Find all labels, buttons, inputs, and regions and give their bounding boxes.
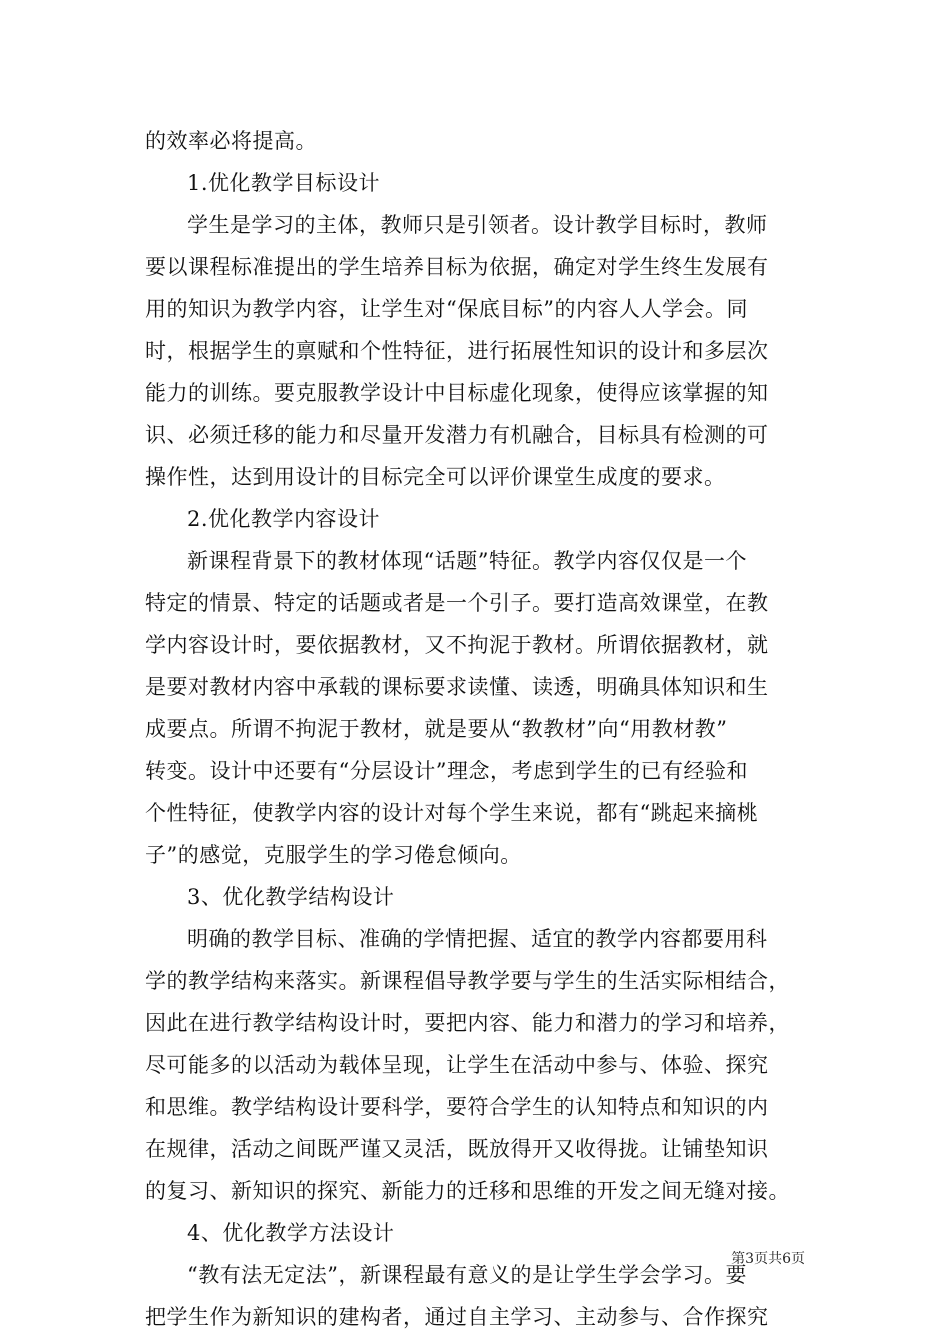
paragraph-line: 子”的感觉，克服学生的学习倦怠倾向。 [145, 843, 522, 867]
paragraph-line: 尽可能多的以活动为载体呈现，让学生在活动中参与、体验、探究 [145, 1053, 769, 1077]
paragraph-line: 的复习、新知识的探究、新能力的迁移和思维的开发之间无缝对接。 [145, 1179, 790, 1203]
paragraph-line: 时，根据学生的禀赋和个性特征，进行拓展性知识的设计和多层次 [145, 339, 769, 363]
paragraph-line: 因此在进行教学结构设计时，要把内容、能力和潜力的学习和培养， [145, 1011, 790, 1035]
paragraph-line: 明确的教学目标、准确的学情把握、适宜的教学内容都要用科 [187, 927, 768, 951]
paragraph-line: 转变。设计中还要有“分层设计”理念，考虑到学生的已有经验和 [145, 759, 748, 783]
paragraph-line: 学的教学结构来落实。新课程倡导教学要与学生的生活实际相结合， [145, 969, 790, 993]
document-body [145, 120, 815, 1338]
paragraph-line: “教有法无定法”，新课程最有意义的是让学生学会学习。要 [187, 1263, 747, 1287]
section-heading-2: 2.优化教学内容设计 [187, 507, 381, 531]
paragraph-line: 特定的情景、特定的话题或者是一个引子。要打造高效课堂，在教 [145, 591, 769, 615]
paragraph-line: 新课程背景下的教材体现“话题”特征。教学内容仅仅是一个 [187, 549, 747, 573]
paragraph-line: 的效率必将提高。 [145, 129, 317, 153]
paragraph-line: 学内容设计时，要依据教材，又不拘泥于教材。所谓依据教材，就 [145, 633, 769, 657]
paragraph-line: 把学生作为新知识的建构者，通过自主学习、主动参与、合作探究 [145, 1305, 769, 1329]
paragraph-line: 个性特征，使教学内容的设计对每个学生来说，都有“跳起来摘桃 [145, 801, 759, 825]
paragraph-line: 操作性，达到用设计的目标完全可以评价课堂生成度的要求。 [145, 465, 726, 489]
section-heading-1: 1.优化教学目标设计 [187, 171, 381, 195]
paragraph-line: 用的知识为教学内容，让学生对“保底目标”的内容人人学会。同 [145, 297, 748, 321]
paragraph-line: 学生是学习的主体，教师只是引领者。设计教学目标时，教师 [187, 213, 768, 237]
paragraph-line: 和思维。教学结构设计要科学，要符合学生的认知特点和知识的内 [145, 1095, 769, 1119]
paragraph-line: 成要点。所谓不拘泥于教材，就是要从“教教材”向“用教材教” [145, 717, 728, 741]
paragraph-line: 是要对教材内容中承载的课标要求读懂、读透，明确具体知识和生 [145, 675, 769, 699]
page-number: 第3页共6页 [731, 1251, 805, 1267]
section-heading-3: 3、优化教学结构设计 [187, 885, 395, 909]
paragraph-line: 能力的训练。要克服教学设计中目标虚化现象，使得应该掌握的知 [145, 381, 769, 405]
paragraph-line: 识、必须迁移的能力和尽量开发潜力有机融合，目标具有检测的可 [145, 423, 769, 447]
section-heading-4: 4、优化教学方法设计 [187, 1221, 395, 1245]
paragraph-line: 在规律，活动之间既严谨又灵活，既放得开又收得拢。让铺垫知识 [145, 1137, 769, 1161]
paragraph-line: 要以课程标准提出的学生培养目标为依据，确定对学生终生发展有 [145, 255, 769, 279]
